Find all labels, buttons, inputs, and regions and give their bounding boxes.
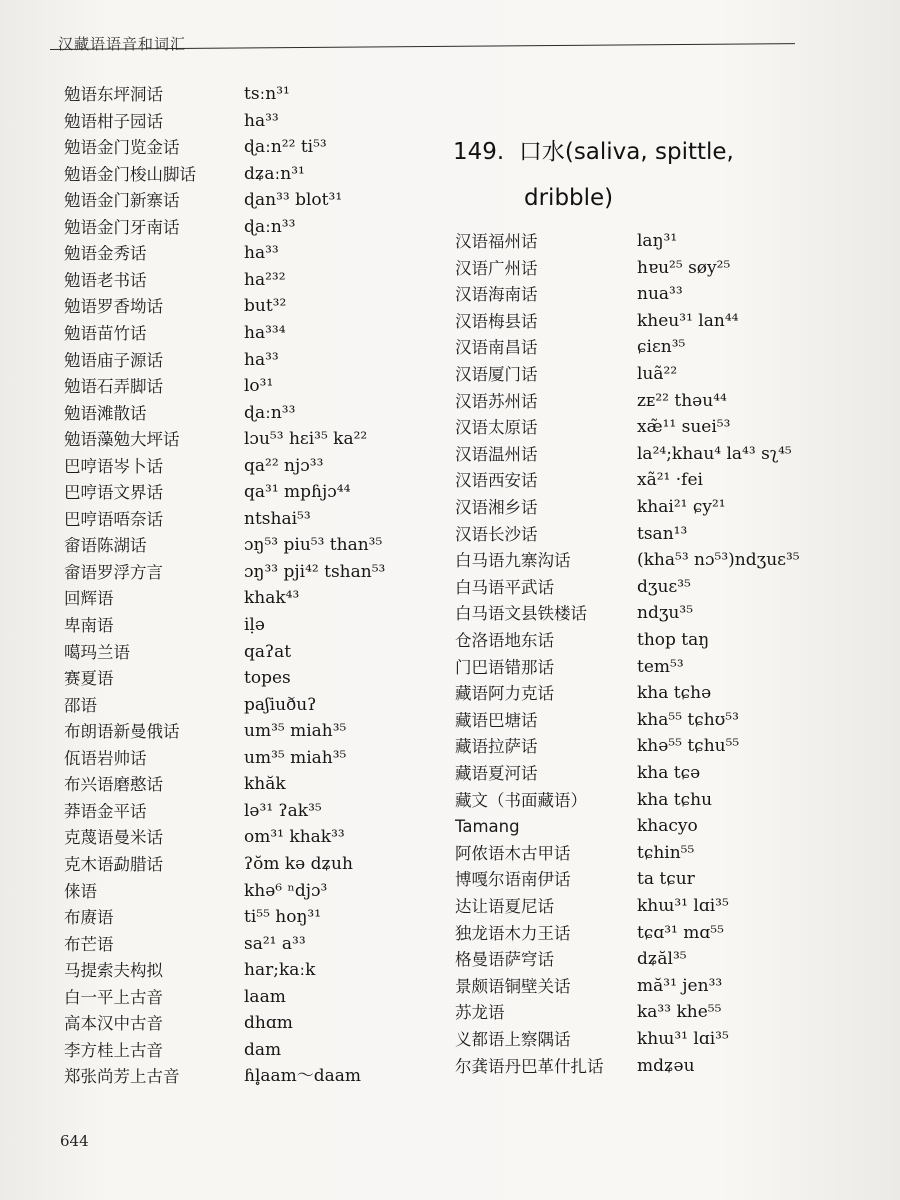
word-row — [64, 878, 444, 905]
language-name: 白一平上古音 — [64, 987, 163, 1007]
word-row — [64, 798, 444, 825]
word-row — [64, 612, 444, 639]
language-name: 勉语金门览金话 — [64, 138, 180, 158]
word-row — [455, 334, 855, 361]
phonetic-form: um³⁵ miah³⁵ — [244, 721, 347, 742]
language-name: 勉语藻勉大坪话 — [64, 430, 180, 450]
phonetic-form: khə⁶ ⁿdjɔ³ — [244, 880, 328, 901]
word-row — [64, 161, 444, 188]
word-row — [64, 851, 444, 878]
phonetic-form: ɔŋ³³ pji⁴² tshan⁵³ — [244, 561, 386, 582]
phonetic-form: laŋ³¹ — [637, 231, 678, 251]
language-name: 藏语拉萨话 — [455, 737, 538, 757]
word-row — [455, 521, 855, 548]
language-name: 勉语柑子园话 — [64, 111, 163, 131]
phonetic-form: zᴇ²² thəu⁴⁴ — [637, 390, 727, 411]
phonetic-form: la²⁴;khau⁴ la⁴³ sʅ⁴⁵ — [637, 443, 792, 464]
phonetic-form: dʑaːn³¹ — [244, 163, 305, 184]
word-row — [455, 866, 855, 893]
phonetic-form: ɖaːn³³ — [244, 402, 296, 423]
word-row — [64, 347, 444, 374]
word-row — [64, 718, 444, 745]
word-row — [455, 441, 855, 468]
phonetic-form: ɖan³³ blot³¹ — [244, 190, 343, 211]
language-name: 藏文（书面藏语） — [455, 790, 587, 810]
phonetic-form: luã²² — [637, 364, 678, 384]
language-name: 勉语金门梭山脚话 — [64, 164, 196, 184]
word-row — [455, 760, 855, 787]
word-row — [455, 680, 855, 707]
language-name: 汉语长沙话 — [455, 524, 538, 544]
phonetic-form: ha³³ — [244, 110, 279, 131]
phonetic-form: paʃiuðuʔ — [244, 694, 317, 715]
language-name: 勉语罗香坳话 — [64, 297, 163, 317]
phonetic-form: kha⁵⁵ tɕhʊ⁵³ — [637, 709, 739, 730]
language-name: 勉语老书话 — [64, 270, 147, 290]
word-row — [64, 532, 444, 559]
language-name: 门巴语错那话 — [455, 657, 554, 677]
phonetic-form: tsːn³¹ — [244, 84, 290, 104]
phonetic-form: laam — [244, 986, 286, 1007]
word-row — [455, 627, 855, 654]
language-name: 勉语金门新寨话 — [64, 191, 180, 211]
word-row — [64, 904, 444, 931]
language-name: 白马语九寨沟话 — [455, 551, 571, 571]
word-row — [64, 400, 444, 427]
word-row — [455, 361, 855, 388]
language-name: 克木语勐腊话 — [64, 854, 163, 874]
phonetic-form: ɖaːn³³ — [244, 216, 296, 237]
language-name: 汉语苏州话 — [455, 391, 538, 411]
phonetic-form: ɦl̥aam～daam — [244, 1066, 362, 1087]
word-row — [455, 414, 855, 441]
word-row — [64, 1063, 444, 1090]
language-name: 白马语文县铁楼话 — [455, 604, 587, 624]
word-row — [455, 494, 855, 521]
phonetic-form: mdʑəu — [637, 1055, 695, 1076]
phonetic-form: ɖaːn²² ti⁵³ — [244, 137, 327, 158]
word-row — [64, 585, 444, 612]
language-name: 克蔑语曼米话 — [64, 828, 163, 848]
word-row — [64, 957, 444, 984]
word-row — [64, 506, 444, 533]
phonetic-form: ʔŏm kə dʑuh — [244, 853, 353, 874]
language-name: 藏语夏河话 — [455, 764, 538, 783]
phonetic-form: dam — [244, 1039, 282, 1060]
phonetic-form: ha³³ — [244, 243, 279, 264]
word-row — [455, 840, 855, 867]
language-name: 巴哼语文界话 — [64, 483, 163, 503]
language-name: 勉语滩散话 — [64, 403, 147, 423]
entry-number: 149. — [453, 139, 505, 165]
phonetic-form: ka³³ khe⁵⁵ — [637, 1002, 722, 1023]
word-row — [455, 733, 855, 760]
language-name: 马提索夫构拟 — [64, 961, 163, 981]
running-header: 汉藏语语音和词汇 — [58, 35, 187, 53]
phonetic-form: mă³¹ jen³³ — [637, 975, 723, 996]
word-row — [455, 1026, 855, 1053]
language-name: 勉语金门牙南话 — [64, 217, 180, 237]
phonetic-form: sa²¹ a³³ — [244, 933, 306, 954]
language-name: 畲语陈湖话 — [64, 536, 147, 556]
phonetic-form: hɐu²⁵ søy²⁵ — [637, 257, 731, 278]
language-name: Tamang — [455, 817, 520, 837]
language-name: 布朗语新曼俄话 — [64, 722, 180, 742]
phonetic-form: kha tɕə — [637, 763, 701, 783]
phonetic-form: tɕhin⁵⁵ — [637, 842, 695, 863]
language-name: 回辉语 — [64, 589, 114, 609]
language-name: 布兴语磨憨话 — [64, 775, 163, 795]
language-name: 苏龙语 — [455, 1003, 505, 1023]
phonetic-form: kha tɕhə — [637, 683, 712, 704]
phonetic-form: xã²¹ ·fei — [637, 470, 703, 491]
language-name: 佤语岩帅话 — [64, 748, 147, 768]
language-name: 卑南语 — [64, 616, 114, 635]
language-name: 郑张尚芳上古音 — [64, 1067, 180, 1087]
phonetic-form: qa³¹ mpɦjɔ⁴⁴ — [244, 482, 351, 503]
language-name: 汉语湘乡话 — [455, 498, 538, 517]
word-row — [64, 134, 444, 161]
phonetic-form: ɔŋ⁵³ piu⁵³ than³⁵ — [244, 535, 383, 556]
phonetic-form: khə⁵⁵ tɕhu⁵⁵ — [637, 736, 740, 757]
phonetic-form: khai²¹ ɕy²¹ — [637, 497, 726, 517]
word-row — [455, 707, 855, 734]
language-name: 阿侬语木古甲话 — [455, 843, 571, 863]
phonetic-form: om³¹ khak³³ — [244, 827, 345, 848]
word-row — [455, 999, 855, 1026]
language-name: 博嘎尔语南伊话 — [455, 870, 571, 890]
word-row — [455, 946, 855, 973]
word-row — [64, 639, 444, 666]
phonetic-form: qa²² njɔ³³ — [244, 455, 324, 476]
language-name: 汉语南昌话 — [455, 338, 538, 358]
language-name: 高本汉中古音 — [64, 1014, 163, 1034]
word-row — [64, 320, 444, 347]
page-number: 644 — [60, 1132, 89, 1150]
language-name: 噶玛兰语 — [64, 642, 130, 662]
word-row — [64, 453, 444, 480]
phonetic-form: khăk — [244, 774, 286, 795]
language-name: 藏语巴塘话 — [455, 710, 538, 730]
entry-title-line2: dribble) — [524, 185, 614, 211]
word-row — [455, 1053, 855, 1080]
phonetic-form: ndʒu³⁵ — [637, 603, 694, 624]
word-row — [64, 479, 444, 506]
language-name: 格曼语萨穹话 — [455, 950, 554, 970]
word-row — [64, 240, 444, 267]
phonetic-form: ha³³⁴ — [244, 322, 286, 343]
phonetic-form: thop taŋ — [637, 630, 710, 650]
phonetic-form: lɔu⁵³ hɛi³⁵ ka²² — [244, 429, 368, 450]
language-name: 尔龚语丹巴革什扎话 — [455, 1056, 604, 1076]
word-row — [64, 931, 444, 958]
word-row — [64, 81, 444, 108]
language-name: 义都语上察隅话 — [455, 1030, 571, 1049]
language-name: 汉语温州话 — [455, 444, 538, 464]
phonetic-form: khacyo — [637, 816, 698, 837]
phonetic-form: but³² — [244, 296, 287, 317]
word-row — [455, 893, 855, 920]
word-row — [64, 426, 444, 453]
language-name: 汉语厦门话 — [455, 365, 538, 384]
phonetic-form: khak⁴³ — [244, 588, 300, 609]
language-name: 巴哼语岑卜话 — [64, 456, 163, 476]
phonetic-form: tɕɑ³¹ mɑ⁵⁵ — [637, 922, 724, 943]
language-name: 汉语梅县话 — [455, 311, 538, 331]
language-name: 独龙语木力王话 — [455, 923, 571, 943]
language-name: 汉语太原话 — [455, 418, 538, 438]
word-row — [64, 187, 444, 214]
phonetic-form: ta tɕur — [637, 869, 695, 890]
entry-heading — [453, 133, 734, 166]
language-name: 勉语金秀话 — [64, 244, 147, 264]
word-row — [455, 920, 855, 947]
language-name: 布芒语 — [64, 934, 114, 954]
language-name: 汉语福州话 — [455, 232, 538, 251]
language-name: 俫语 — [64, 881, 97, 901]
word-row — [64, 771, 444, 798]
language-name: 汉语西安话 — [455, 471, 538, 491]
phonetic-form: dʒuɛ³⁵ — [637, 576, 691, 597]
phonetic-form: dhɑm — [244, 1013, 293, 1034]
phonetic-form: ntshai⁵³ — [244, 508, 311, 529]
language-name: 布赓语 — [64, 908, 114, 928]
language-name: 勉语石弄脚话 — [64, 377, 163, 397]
language-name: 白马语平武话 — [455, 577, 554, 597]
word-row — [64, 267, 444, 294]
language-name: 藏语阿力克话 — [455, 684, 554, 704]
phonetic-form: tsan¹³ — [637, 523, 688, 544]
phonetic-form: topes — [244, 668, 291, 689]
word-row — [64, 1010, 444, 1037]
phonetic-form: khɯ³¹ lɑi³⁵ — [637, 1029, 729, 1049]
phonetic-form: iḷə — [244, 615, 265, 635]
word-row — [455, 308, 855, 335]
word-row — [64, 293, 444, 320]
word-row — [64, 824, 444, 851]
word-row — [455, 228, 855, 255]
word-row — [455, 600, 855, 627]
word-row — [455, 813, 855, 840]
word-row — [455, 547, 855, 574]
word-row — [64, 373, 444, 400]
phonetic-form: dʑăl³⁵ — [637, 949, 687, 970]
word-row — [64, 214, 444, 241]
phonetic-form: nua³³ — [637, 284, 683, 305]
language-name: 景颇语铜壁关话 — [455, 976, 571, 996]
language-name: 达让语夏尼话 — [455, 897, 554, 916]
phonetic-form: ti⁵⁵ hoŋ³¹ — [244, 907, 322, 928]
word-row — [64, 559, 444, 586]
word-row — [455, 388, 855, 415]
word-row — [64, 665, 444, 692]
word-row — [455, 654, 855, 681]
language-name: 勉语苗竹话 — [64, 323, 147, 343]
language-name: 仓洛语地东话 — [455, 631, 554, 650]
phonetic-form: khɯ³¹ lɑi³⁵ — [637, 896, 729, 916]
word-row — [455, 467, 855, 494]
phonetic-form: tem⁵³ — [637, 656, 684, 677]
language-name: 邵语 — [64, 695, 97, 715]
word-row — [455, 281, 855, 308]
phonetic-form: ha³³ — [244, 349, 279, 370]
phonetic-form: lə³¹ ʔak³⁵ — [244, 800, 322, 821]
word-row — [64, 692, 444, 719]
language-name: 莽语金平话 — [64, 801, 147, 821]
phonetic-form: (kha⁵³ nɔ⁵³)ndʒuɛ³⁵ — [637, 550, 800, 571]
phonetic-form: kha tɕhu — [637, 789, 713, 810]
language-name: 畲语罗浮方言 — [64, 562, 163, 582]
word-row — [455, 574, 855, 601]
word-row — [455, 973, 855, 1000]
word-row — [64, 984, 444, 1011]
phonetic-form: qaʔat — [244, 641, 292, 662]
entry-title-line1: 口水(saliva, spittle, — [518, 139, 734, 165]
phonetic-form: ɕiɛn³⁵ — [637, 337, 686, 358]
phonetic-form: har;kaːk — [244, 960, 316, 981]
word-row — [455, 787, 855, 814]
word-row — [64, 108, 444, 135]
phonetic-form: um³⁵ miah³⁵ — [244, 747, 347, 768]
language-name: 勉语庙子源话 — [64, 350, 163, 370]
phonetic-form: lo³¹ — [244, 376, 274, 397]
word-row — [64, 745, 444, 772]
language-name: 李方桂上古音 — [64, 1040, 163, 1060]
language-name: 汉语广州话 — [455, 258, 538, 278]
phonetic-form: xæ̃¹¹ suei⁵³ — [637, 417, 731, 438]
language-name: 赛夏语 — [64, 669, 114, 689]
word-row — [64, 1037, 444, 1064]
language-name: 汉语海南话 — [455, 285, 538, 305]
phonetic-form: ha²³² — [244, 269, 286, 290]
language-name: 巴哼语唔奈话 — [64, 509, 163, 529]
phonetic-form: kheu³¹ lan⁴⁴ — [637, 310, 739, 331]
language-name: 勉语东坪洞话 — [64, 85, 163, 104]
word-row — [455, 255, 855, 282]
